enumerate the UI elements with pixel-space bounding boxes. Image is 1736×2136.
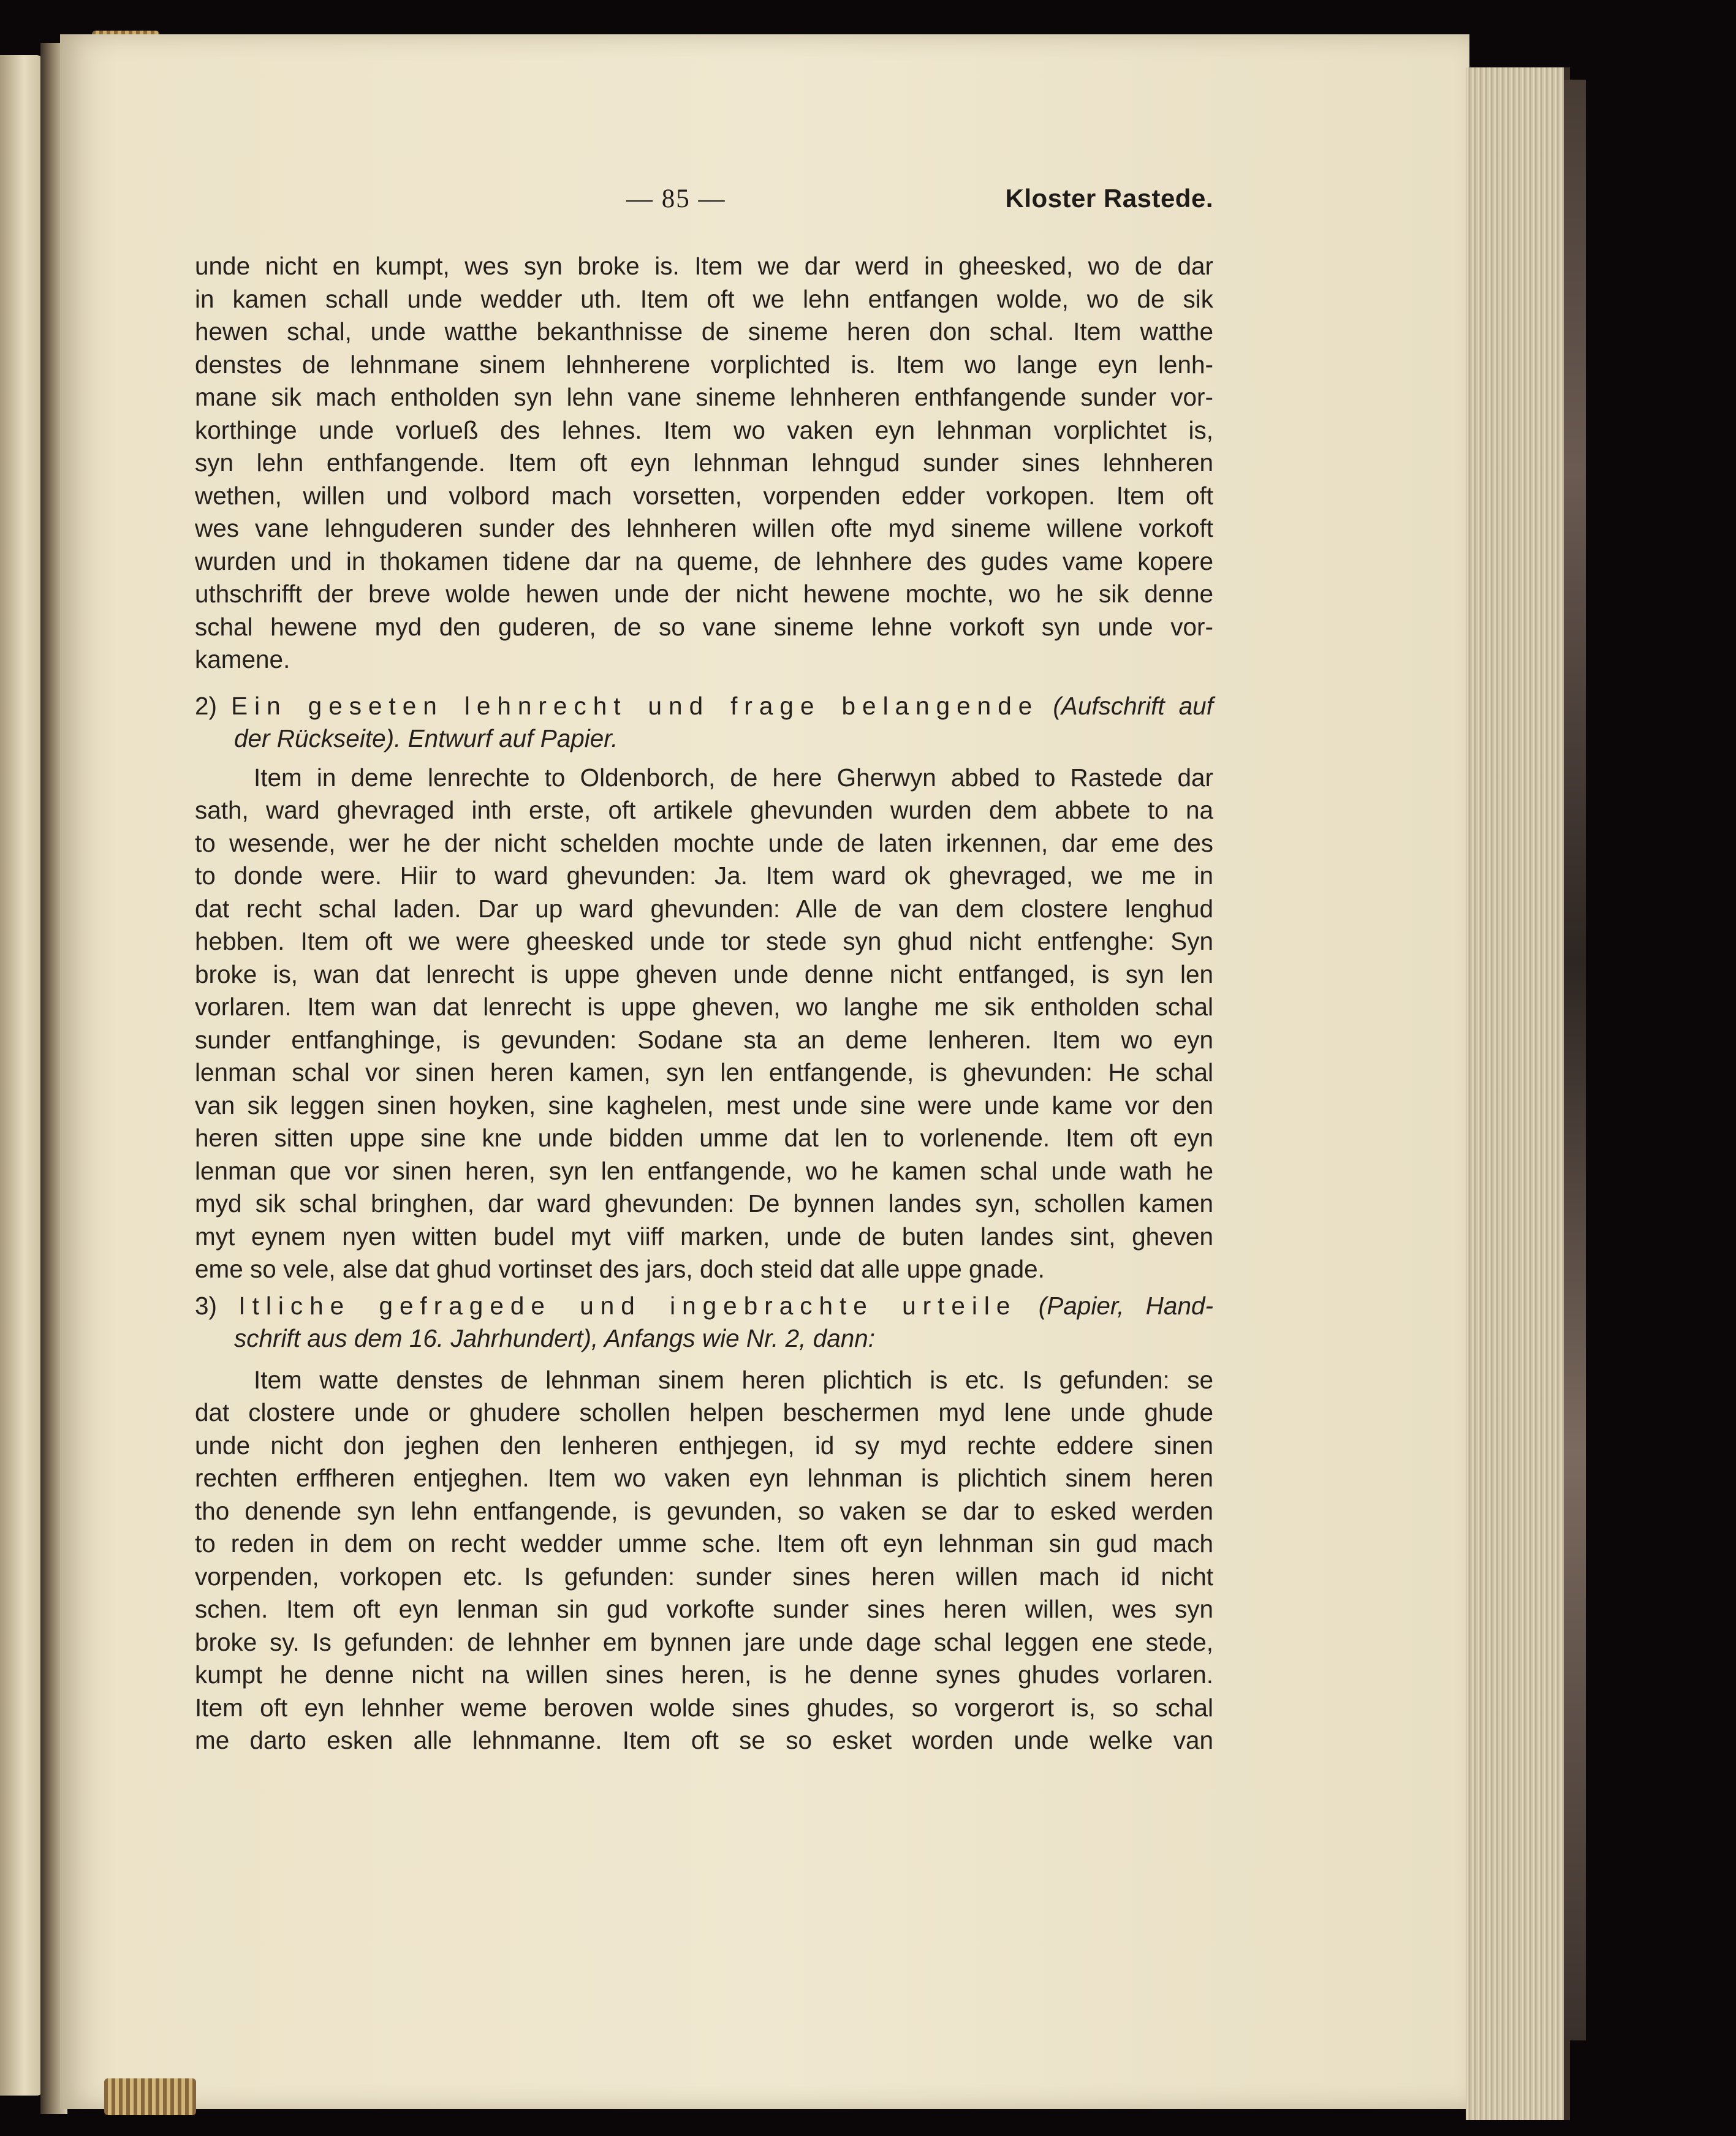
text-line: Item watte denstes de lehnman sinem heren plichtich is etc. Is gefunden: se bbox=[254, 1365, 1213, 1394]
text-line: broke sy. Is gefunden: de lehnher em bynnen jare unde dage schal leggen ene stede, bbox=[195, 1627, 1213, 1656]
text-line: hebben. Item oft we were gheesked unde tor stede syn ghud nicht entfenghe: Syn bbox=[195, 927, 1213, 955]
text-line: uthschrifft der breve wolde hewen unde der nicht hewene mochte, wo he sik denne bbox=[195, 580, 1213, 608]
page-number: — 85 — bbox=[626, 184, 726, 213]
section-2-heading bbox=[195, 690, 1213, 756]
text-line: dat recht schal laden. Dar up ward ghevunden: Alle de van dem clostere lenghud bbox=[195, 894, 1213, 923]
text-line: schen. Item oft eyn lenman sin gud vorkofte sunder sines heren willen, wes syn bbox=[195, 1595, 1213, 1623]
text-line: korthinge unde vorlueß des lehnes. Item wo vaken eyn lehnman vorplichtet is, bbox=[195, 415, 1213, 444]
page-block-edge bbox=[1466, 67, 1570, 2120]
text-line: me darto esken alle lehnmanne. Item oft se so esket worden unde welke van bbox=[195, 1726, 1213, 1754]
text-line: vorlaren. Item wan dat lenrecht is uppe gheven, wo langhe me sik entholden schal bbox=[195, 993, 1213, 1021]
section-heading-line bbox=[195, 690, 1213, 723]
text-line: Item oft eyn lehnher weme beroven wolde sines ghudes, so vorgerort is, so schal bbox=[195, 1693, 1213, 1722]
text-line: unde nicht don jeghen den lenheren enthjegen, id sy myd rechte eddere sinen bbox=[195, 1431, 1213, 1460]
text-line: lenman schal vor sinen heren kamen, syn len entfangende, is ghevunden: He schal bbox=[195, 1058, 1213, 1086]
text-line: wes vane lehnguderen sunder des lehnheren willen ofte myd sineme willene vorkoft bbox=[195, 514, 1213, 542]
section-number: 3) bbox=[195, 1291, 218, 1320]
section-note: (Papier, Hand- bbox=[1038, 1291, 1213, 1320]
text-line: vorpenden, vorkopen etc. Is gefunden: sunder sines heren willen mach id nicht bbox=[195, 1562, 1213, 1591]
spacer bbox=[195, 756, 1213, 762]
text-line: eme so vele, alse dat ghud vortinset des jars, doch steid dat alle uppe gnade. bbox=[195, 1255, 1045, 1283]
bookmark-ribbon-bottom bbox=[104, 2078, 196, 2115]
page-header bbox=[601, 184, 1213, 221]
section-title: Ein geseten lehnrecht und frage belangende bbox=[231, 691, 1039, 720]
running-title: Kloster Rastede. bbox=[1005, 184, 1213, 213]
text-line: kumpt he denne nicht na willen sines heren, is he denne synes ghudes vorlaren. bbox=[195, 1661, 1213, 1689]
paragraph-1 bbox=[195, 250, 1213, 676]
text-line: wethen, willen und volbord mach vorsetten, vorpenden edder vorkopen. Item oft bbox=[195, 481, 1213, 510]
text-line: to donde were. Hiir to ward ghevunden: Ja. Item ward ok ghevraged, we me in bbox=[195, 862, 1213, 890]
text-line: sath, ward ghevraged inth erste, oft artikele ghevunden wurden dem abbete to na bbox=[195, 796, 1213, 824]
page-body bbox=[195, 250, 1213, 1757]
facing-page-edge bbox=[0, 55, 43, 2096]
section-number: 2) bbox=[195, 691, 218, 720]
text-line: heren sitten uppe sine kne unde bidden umme dat len to vorlenende. Item oft eyn bbox=[195, 1124, 1213, 1152]
spacer bbox=[195, 676, 1213, 690]
text-line: rechten erffheren entjeghen. Item wo vaken eyn lehnman is plichtich sinem heren bbox=[195, 1464, 1213, 1492]
text-line: to reden in dem on recht wedder umme sche. Item oft eyn lehnman sin gud mach bbox=[195, 1529, 1213, 1558]
text-line: denstes de lehnmane sinem lehnherene vorplichted is. Item wo lange eyn lenh- bbox=[195, 350, 1213, 379]
text-line: in kamen schall unde wedder uth. Item oft we lehn entfangen wolde, wo de sik bbox=[195, 284, 1213, 313]
section-3-heading bbox=[195, 1290, 1213, 1355]
text-line: Item in deme lenrechte to Oldenborch, de here Gherwyn abbed to Rastede dar bbox=[254, 763, 1213, 792]
section-heading-line bbox=[195, 1290, 1213, 1323]
spacer bbox=[195, 1355, 1213, 1364]
text-line: mane sik mach entholden syn lehn vane sineme lehnheren enthfangende sunder vor- bbox=[195, 383, 1213, 411]
text-line: tho denende syn lehn entfangende, is gevunden, so vaken se dar to esked werden bbox=[195, 1496, 1213, 1525]
paragraph-2 bbox=[195, 762, 1213, 1286]
section-note-continued: schrift aus dem 16. Jahrhundert), Anfangs wie Nr. 2, dann: bbox=[234, 1324, 876, 1352]
text-line: myt eynem nyen witten budel myt viiff marken, unde de buten landes sint, gheven bbox=[195, 1222, 1213, 1251]
text-line: unde nicht en kumpt, wes syn broke is. Item we dar werd in gheesked, wo de dar bbox=[195, 252, 1213, 280]
text-line: myd sik schal bringhen, dar ward ghevunden: De bynnen landes syn, schollen kamen bbox=[195, 1189, 1213, 1218]
text-line: lenman que vor sinen heren, syn len entfangende, wo he kamen schal unde wath he bbox=[195, 1156, 1213, 1185]
section-note-continued: der Rückseite). Entwurf auf Papier. bbox=[234, 724, 618, 752]
text-line: kamene. bbox=[195, 645, 290, 673]
text-line: broke is, wan dat lenrecht is uppe gheven unde denne nicht entfanged, is syn len bbox=[195, 960, 1213, 988]
section-note: (Aufschrift auf bbox=[1053, 691, 1213, 720]
text-line: to wesende, wer he der nicht schelden mochte unde de laten irkennen, dar eme des bbox=[195, 828, 1213, 857]
text-line: dat clostere unde or ghudere schollen helpen beschermen myd lene unde ghude bbox=[195, 1398, 1213, 1426]
marbled-cover-edge bbox=[1564, 80, 1586, 2040]
text-line: hewen schal, unde watthe bekanthnisse de sineme heren don schal. Item watthe bbox=[195, 317, 1213, 346]
text-line: syn lehn enthfangende. Item oft eyn lehnman lehngud sunder sines lehnheren bbox=[195, 449, 1213, 477]
paragraph-3 bbox=[195, 1364, 1213, 1757]
section-title: Itliche gefragede und ingebrachte urteile bbox=[238, 1291, 1017, 1320]
text-line: schal hewene myd den guderen, de so vane sineme lehne vorkoft syn unde vor- bbox=[195, 612, 1213, 641]
text-line: sunder entfanghinge, is gevunden: Sodane sta an deme lenheren. Item wo eyn bbox=[195, 1025, 1213, 1054]
text-line: wurden und in thokamen tidene dar na queme, de lehnhere des gudes vame kopere bbox=[195, 547, 1213, 575]
text-line: van sik leggen sinen hoyken, sine kaghelen, mest unde sine were unde kame vor den bbox=[195, 1091, 1213, 1119]
